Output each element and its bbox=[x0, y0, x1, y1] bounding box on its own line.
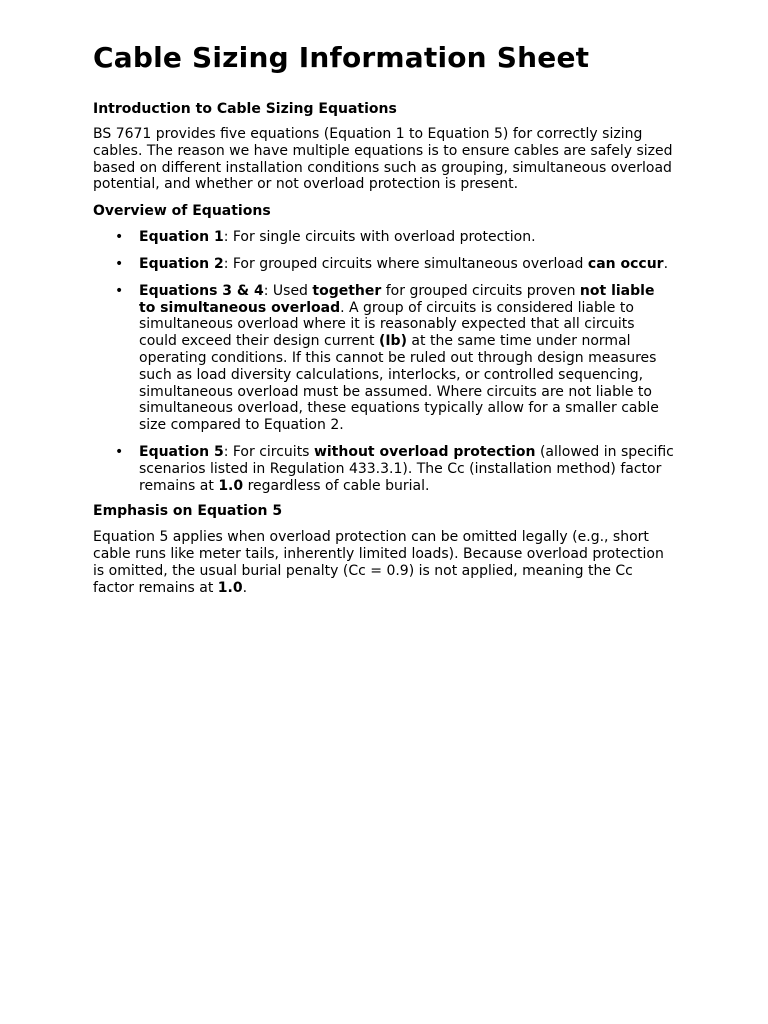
emphasis-text: 1.0 bbox=[217, 579, 243, 596]
overview-heading: Overview of Equations bbox=[93, 203, 271, 220]
equation-text: . bbox=[663, 255, 669, 272]
emphasis-text: together bbox=[312, 282, 382, 299]
equation-label: Equation 1 bbox=[139, 229, 224, 246]
bullet-icon: • bbox=[115, 229, 124, 246]
bullet-icon: • bbox=[115, 255, 124, 272]
intro-heading: Introduction to Cable Sizing Equations bbox=[93, 101, 397, 117]
equation-text: : For circuits bbox=[223, 443, 314, 460]
page-title: Cable Sizing Information Sheet bbox=[93, 41, 590, 74]
emphasis-text: without overload protection bbox=[313, 443, 536, 460]
paragraph-text: Equation 5 applies when overload protection can be omitted legally (e.g., short cable runs like meter tails, inherently limited loads). Because overload protection is omitted, the usual burial penalty (Cc = 0.9) is not applied, meaning the Cc factor remains at bbox=[93, 529, 664, 596]
equation-text: at the same time under normal operating conditions. If this cannot be ruled out through design measures such as load diversity calculations, interlocks, or controlled sequencing, simultaneous overload must be assumed. Where circuits are not liable to simultaneous overload, these equations typically allow for a smaller cable size compared to Equation 2. bbox=[139, 333, 659, 434]
list-item-equation-5 bbox=[115, 443, 675, 494]
emphasis-paragraph bbox=[93, 529, 675, 596]
list-item-equation-1 bbox=[115, 229, 675, 246]
bullet-icon: • bbox=[115, 443, 124, 460]
emphasis-text: (Ib) bbox=[378, 333, 407, 350]
equation-text: for grouped circuits proven bbox=[381, 282, 580, 299]
emphasis-text: 1.0 bbox=[218, 477, 244, 494]
paragraph-text: . bbox=[242, 579, 248, 596]
equation-list bbox=[93, 229, 675, 494]
equation-label: Equation 5 bbox=[139, 443, 224, 460]
list-item-equation-2 bbox=[115, 255, 675, 273]
list-item-equations-3-4 bbox=[115, 282, 675, 434]
emphasis-heading: Emphasis on Equation 5 bbox=[93, 503, 283, 520]
bullet-icon: • bbox=[115, 282, 124, 299]
equation-label: Equations 3 & 4 bbox=[139, 282, 264, 299]
equation-description: : For single circuits with overload protection. bbox=[223, 229, 536, 246]
equation-label: Equation 2 bbox=[139, 255, 224, 272]
equation-text: : Used bbox=[263, 282, 313, 299]
emphasis-text: not liable to simultaneous overload bbox=[139, 282, 655, 316]
intro-paragraph: BS 7671 provides five equations (Equation 1 to Equation 5) for correctly sizing cables. The reason we have multiple equations is to ensure cables are safely sized based on different installation conditions such as grouping, simultaneous overload potential, and whether or not overload protection is present. bbox=[93, 126, 673, 193]
equation-text: : For grouped circuits where simultaneous overload bbox=[223, 255, 588, 272]
equation-text: . A group of circuits is considered liable to simultaneous overload where it is reasonably expected that all circuits could exceed their design current bbox=[139, 299, 635, 350]
equation-text: regardless of cable burial. bbox=[243, 477, 430, 494]
emphasis-text: can occur bbox=[587, 255, 664, 272]
equation-text: (allowed in specific scenarios listed in Regulation 433.3.1). The Cc (installation method) factor remains at bbox=[139, 443, 674, 494]
